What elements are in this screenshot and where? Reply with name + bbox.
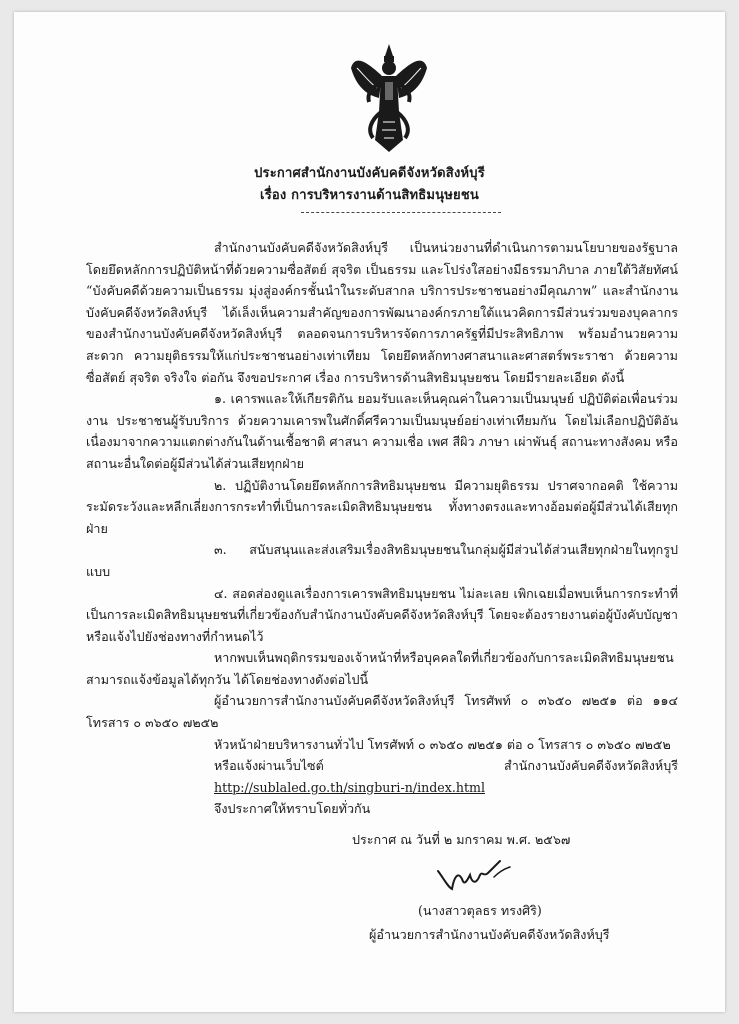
announcement-date: ประกาศ ณ วันที่ ๒ มกราคม พ.ศ. ๒๕๖๗	[352, 832, 571, 847]
announcement-body	[86, 237, 678, 820]
website-link[interactable]: http://sublaled.go.th/singburi-n/index.html	[214, 779, 485, 795]
announcement-title: ประกาศสำนักงานบังคับคดีจังหวัดสิงห์บุรี	[254, 166, 485, 181]
website-paragraph	[86, 755, 678, 798]
signer-name: (นางสาวตุลธร ทรงศิริ)	[418, 903, 542, 918]
contact-director-paragraph: ผู้อำนวยการสำนักงานบังคับคดีจังหวัดสิงห์บุรี โทรศัพท์ ๐ ๓๖๕๐ ๗๒๕๑ ต่อ ๑๑๔ โทรสาร ๐ ๓๖๕๐ ๗๒๕๒	[86, 693, 678, 731]
item-2-paragraph: ๒. ปฏิบัติงานโดยยึดหลักการสิทธิมนุษยชน มีความยุติธรรม ปราศจากอคติ ใช้ความระมัดระวังและหลีกเลี่ยงการกระทำที่เป็นการละเมิดสิทธิมนุษยชน ทั้งทางตรงและทางอ้อมต่อผู้มีส่วนได้เสียทุกฝ่าย	[86, 477, 678, 536]
item-3-paragraph: ๓. สนับสนุนและส่งเสริมเรื่องสิทธิมนุษยชนในกลุ่มผู้มีส่วนได้ส่วนเสียทุกฝ่ายในทุกรูปแบบ	[86, 542, 678, 579]
garuda-emblem-icon	[349, 42, 429, 157]
document-page	[14, 12, 725, 1012]
item-4-paragraph: ๔. สอดส่องดูแลเรื่องการเคารพสิทธิมนุษยชน ไม่ละเลย เพิกเฉยเมื่อพบเห็นการกระทำที่เป็นการละเมิดสิทธิมนุษยชนที่เกี่ยวข้องกับสำนักงานบังคับคดีจังหวัดสิงห์บุรี โดยจะต้องรายงานต่อผู้บังคับบัญชา หรือแจ้งไปยังช่องทางที่กำหนดไว้	[86, 585, 678, 644]
signature-icon	[434, 857, 514, 897]
title-divider	[301, 212, 501, 213]
intro-paragraph: สำนักงานบังคับคดีจังหวัดสิงห์บุรี เป็นหน่วยงานที่ดำเนินการตามนโยบายของรัฐบาล โดยยึดหลักการปฏิบัติหน้าที่ด้วยความซื่อสัตย์ สุจริต เป็นธรรม และโปร่งใสอย่างมีธรรมาภิบาล ภายใต้วิสัยทัศน์ “บังคับคดีด้วยความเป็นธรรม มุ่งสู่องค์กรชั้นนำในระดับสากล บริการประชาชนอย่างมีคุณภาพ” และสำนักงานบังคับคดีจังหวัดสิงห์บุรี ได้เล็งเห็นความสำคัญของการพัฒนาองค์กรภายใต้แนวคิดการมีส่วนร่วมของบุคลากรของสำนักงานบังคับคดีจังหวัดสิงห์บุรี ตลอดจนการบริหารจัดการภาครัฐที่มีประสิทธิภาพ พร้อมอำนวยความสะดวก ความยุติธรรมให้แก่ประชาชนอย่างเท่าเทียม โดยยึดหลักทางศาสนาและศาสตร์พระราชา ด้วยความซื่อสัตย์ สุจริต จริงใจ ต่อกัน จึงขอประกาศ เรื่อง การบริหารด้านสิทธิมนุษยชน โดยมีรายละเอียด ดังนี้	[86, 240, 678, 385]
website-prefix: หรือแจ้งผ่านเว็บไซต์ สำนักงานบังคับคดีจังหวัดสิงห์บุรี	[214, 758, 678, 774]
contact-admin-paragraph: หัวหน้าฝ่ายบริหารงานทั่วไป โทรศัพท์ ๐ ๓๖๕๐ ๗๒๕๑ ต่อ ๐ โทรสาร ๐ ๓๖๕๐ ๗๒๕๒	[214, 736, 671, 752]
item-1-paragraph: ๑. เคารพและให้เกียรติกัน ยอมรับและเห็นคุณค่าในความเป็นมนุษย์ ปฏิบัติต่อเพื่อนร่วมงาน ประชาชนผู้รับบริการ ด้วยความเคารพในศักดิ์ศรีความเป็นมนุษย์อย่างเท่าเทียมกัน โดยไม่เลือกปฏิบัติอันเนื่องมาจากความแตกต่างกันในด้านเชื้อชาติ ศาสนา ความเชื่อ เพศ สีผิว ภาษา เผ่าพันธุ์ สถานะทางสังคม หรือสถานะอื่นใดต่อผู้มีส่วนได้ส่วนเสียทุกฝ่าย	[86, 391, 678, 471]
announcement-subject: เรื่อง การบริหารงานด้านสิทธิมนุษยชน	[260, 188, 479, 203]
closing-paragraph: จึงประกาศให้ทราบโดยทั่วกัน	[214, 801, 371, 817]
report-paragraph: หากพบเห็นพฤติกรรมของเจ้าหน้าที่หรือบุคคลใดที่เกี่ยวข้องกับการละเมิดสิทธิมนุษยชน สามารถแจ้งข้อมูลได้ทุกวัน ได้โดยช่องทางดังต่อไปนี้	[86, 650, 674, 687]
signer-position: ผู้อำนวยการสำนักงานบังคับคดีจังหวัดสิงห์บุรี	[369, 927, 610, 942]
